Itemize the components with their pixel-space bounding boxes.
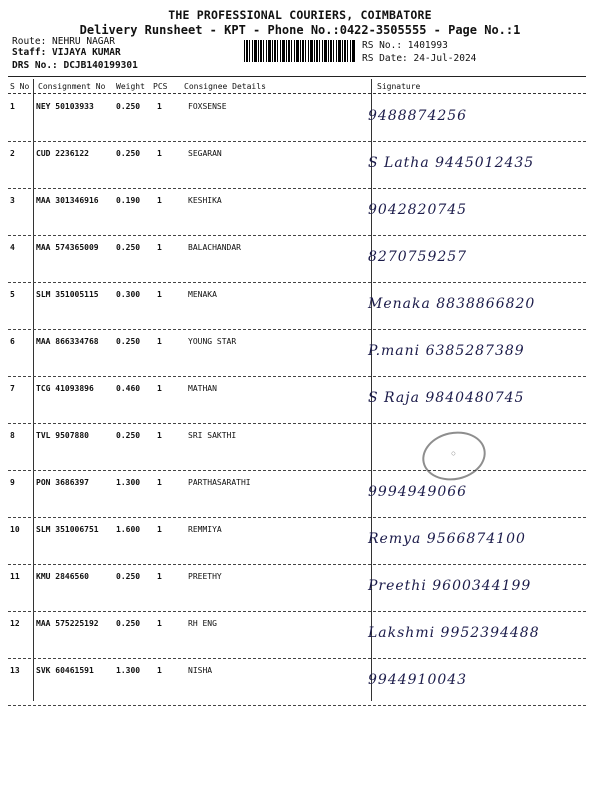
row-weight: 0.250 <box>116 337 141 346</box>
table-row <box>0 521 600 565</box>
row-consignment: TVL 9507880 <box>36 431 89 440</box>
row-consignment: SVK 60461591 <box>36 666 94 675</box>
row-consignment: MAA 575225192 <box>36 619 99 628</box>
table-row <box>0 615 600 659</box>
row-signature: 9042820745 <box>368 202 468 218</box>
row-consignee: SEGARAN <box>188 149 222 158</box>
row-divider <box>8 611 586 612</box>
table-row <box>0 427 600 471</box>
row-divider <box>8 705 586 706</box>
row-sno: 7 <box>10 384 15 393</box>
row-weight: 1.300 <box>116 478 141 487</box>
col-header-signature: Signature <box>377 82 421 91</box>
table-row <box>0 192 600 236</box>
row-signature: S Raja 9840480745 <box>368 390 525 406</box>
row-divider <box>8 658 586 659</box>
table-row <box>0 380 600 424</box>
table-row <box>0 662 600 706</box>
row-sno: 9 <box>10 478 15 487</box>
route-label: Route: NEHRU NAGAR <box>12 36 115 47</box>
row-signature: S Latha 9445012435 <box>368 155 535 171</box>
row-divider <box>8 235 586 236</box>
row-consignment: SLM 351006751 <box>36 525 99 534</box>
row-weight: 1.600 <box>116 525 141 534</box>
row-pcs: 1 <box>157 619 162 628</box>
row-divider <box>8 141 586 142</box>
row-weight: 0.300 <box>116 290 141 299</box>
row-signature: Preethi 9600344199 <box>368 578 532 594</box>
row-consignment: SLM 351005115 <box>36 290 99 299</box>
row-consignment: KMU 2846560 <box>36 572 89 581</box>
row-weight: 0.250 <box>116 102 141 111</box>
table-row <box>0 474 600 518</box>
row-pcs: 1 <box>157 478 162 487</box>
row-signature: 9488874256 <box>368 108 468 124</box>
col-header-pcs: PCS <box>153 82 168 91</box>
row-consignee: REMMIYA <box>188 525 222 534</box>
row-pcs: 1 <box>157 337 162 346</box>
row-signature: Menaka 8838866820 <box>368 296 536 312</box>
row-pcs: 1 <box>157 666 162 675</box>
row-sno: 12 <box>10 619 20 628</box>
table-row <box>0 568 600 612</box>
row-consignment: MAA 866334768 <box>36 337 99 346</box>
row-weight: 0.460 <box>116 384 141 393</box>
row-signature: P.mani 6385287389 <box>368 343 525 359</box>
row-signature: Lakshmi 9952394488 <box>368 625 540 641</box>
row-divider <box>8 329 586 330</box>
row-consignment: NEY 50103933 <box>36 102 94 111</box>
row-divider <box>8 188 586 189</box>
row-divider <box>8 564 586 565</box>
row-signature: Remya 9566874100 <box>368 531 526 547</box>
row-consignee: PREETHY <box>188 572 222 581</box>
row-weight: 0.250 <box>116 572 141 581</box>
row-signature: 9994949066 <box>368 484 468 500</box>
row-weight: 0.250 <box>116 149 141 158</box>
col-header-consignee: Consignee Details <box>184 82 266 91</box>
header-bottom-rule <box>8 93 586 94</box>
row-consignee: RH ENG <box>188 619 217 628</box>
courier-stamp: ◯ <box>418 426 491 486</box>
row-pcs: 1 <box>157 572 162 581</box>
table-row <box>0 98 600 142</box>
sheet-title: Delivery Runsheet - KPT - Phone No.:0422-3505555 - Page No.:1 <box>79 23 521 37</box>
row-consignee: SRI SAKTHI <box>188 431 237 440</box>
row-pcs: 1 <box>157 290 162 299</box>
drs-number: DRS No.: DCJB140199301 <box>12 60 138 71</box>
table-row <box>0 239 600 283</box>
row-sno: 13 <box>10 666 20 675</box>
col-header-weight: Weight <box>116 82 145 91</box>
row-divider <box>8 517 586 518</box>
company-title: THE PROFESSIONAL COURIERS, COIMBATORE <box>168 8 432 22</box>
row-sno: 4 <box>10 243 15 252</box>
col-header-consignment: Consignment No <box>38 82 106 91</box>
row-pcs: 1 <box>157 431 162 440</box>
barcode-image <box>244 40 356 62</box>
row-consignee: PARTHASARATHI <box>188 478 251 487</box>
row-pcs: 1 <box>157 525 162 534</box>
row-consignee: KESHIKA <box>188 196 222 205</box>
row-consignee: NISHA <box>188 666 213 675</box>
row-pcs: 1 <box>157 149 162 158</box>
row-consignment: PON 3686397 <box>36 478 89 487</box>
row-sno: 10 <box>10 525 20 534</box>
row-pcs: 1 <box>157 196 162 205</box>
table-row <box>0 333 600 377</box>
row-consignee: MENAKA <box>188 290 217 299</box>
row-signature: 8270759257 <box>368 249 468 265</box>
header-top-rule <box>8 76 586 77</box>
row-sno: 3 <box>10 196 15 205</box>
row-consignment: MAA 574365009 <box>36 243 99 252</box>
rs-date: RS Date: 24-Jul-2024 <box>362 53 477 64</box>
row-signature: 9944910043 <box>368 672 468 688</box>
table-row <box>0 145 600 189</box>
row-weight: 0.190 <box>116 196 141 205</box>
row-weight: 0.250 <box>116 431 141 440</box>
row-sno: 6 <box>10 337 15 346</box>
row-consignee: BALACHANDAR <box>188 243 241 252</box>
row-sno: 5 <box>10 290 15 299</box>
row-consignment: CUD 2236122 <box>36 149 89 158</box>
row-sno: 11 <box>10 572 20 581</box>
row-divider <box>8 470 586 471</box>
row-weight: 0.250 <box>116 619 141 628</box>
row-consignee: YOUNG STAR <box>188 337 237 346</box>
table-row <box>0 286 600 330</box>
row-consignee: MATHAN <box>188 384 217 393</box>
row-pcs: 1 <box>157 102 162 111</box>
row-sno: 1 <box>10 102 15 111</box>
row-pcs: 1 <box>157 384 162 393</box>
row-weight: 1.300 <box>116 666 141 675</box>
row-divider <box>8 282 586 283</box>
row-consignment: MAA 301346916 <box>36 196 99 205</box>
row-weight: 0.250 <box>116 243 141 252</box>
row-consignment: TCG 41093896 <box>36 384 94 393</box>
col-header-sno: S No <box>10 82 30 91</box>
row-divider <box>8 423 586 424</box>
rs-number: RS No.: 1401993 <box>362 40 448 51</box>
row-sno: 2 <box>10 149 15 158</box>
row-divider <box>8 376 586 377</box>
row-consignee: FOXSENSE <box>188 102 227 111</box>
staff-label: Staff: VIJAYA KUMAR <box>12 47 121 58</box>
row-sno: 8 <box>10 431 15 440</box>
row-pcs: 1 <box>157 243 162 252</box>
